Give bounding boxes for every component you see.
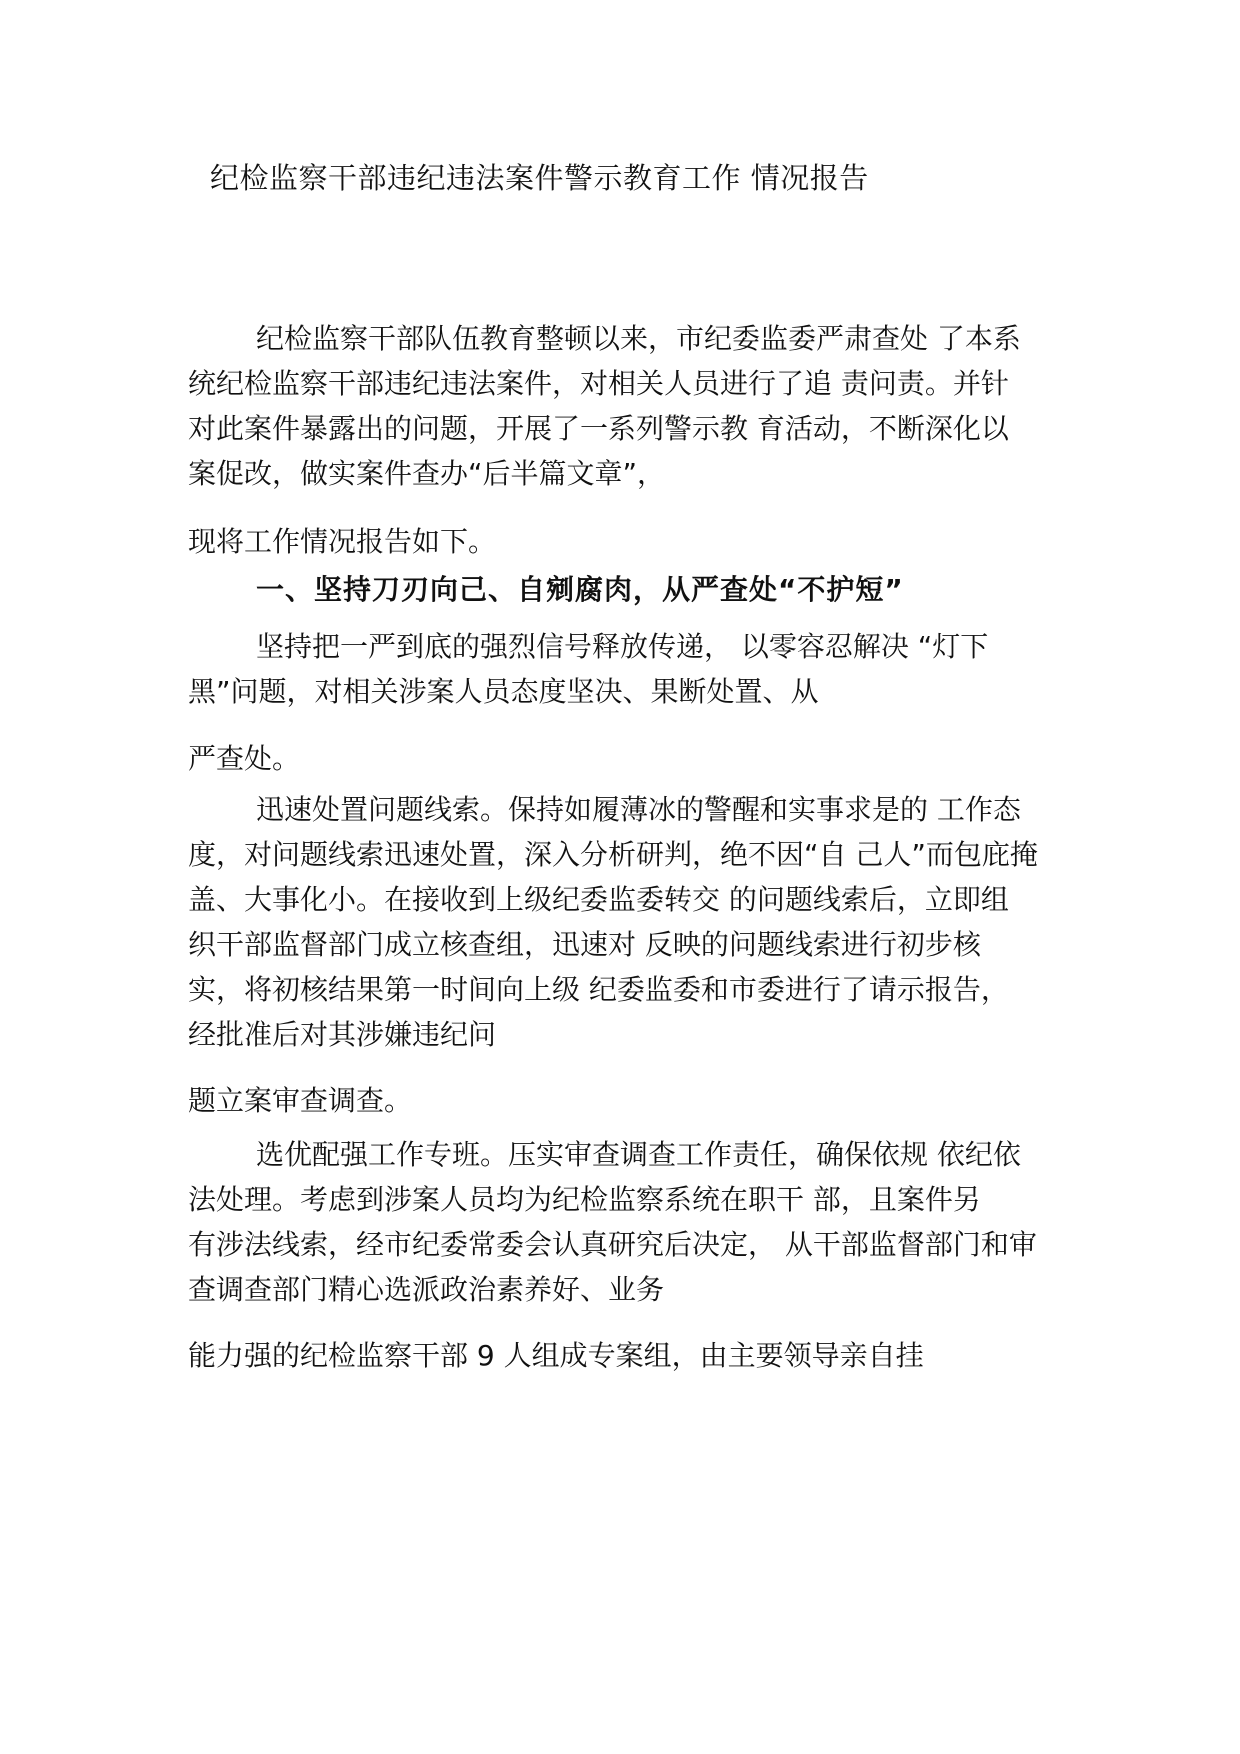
- paragraph-line: 坚持把一严到底的强烈信号释放传递， 以零容忍解决 “灯下: [256, 630, 989, 663]
- paragraph-line: 查调查部门精心选派政治素养好、业务: [188, 1273, 665, 1306]
- section-heading: 一、坚持刀刃向己、自剜腐肉，从严查处“不护短”: [256, 573, 904, 606]
- paragraph-line: 迅速处置问题线索。保持如履薄冰的警醒和实事求是的 工作态: [256, 793, 1021, 826]
- document-title: 纪检监察干部违纪违法案件警示教育工作 情况报告: [210, 161, 869, 195]
- paragraph-line: 案促改，做实案件查办“后半篇文章”，: [188, 457, 666, 490]
- paragraph-line: 织干部监督部门成立核查组，迅速对 反映的问题线索进行初步核: [188, 928, 981, 961]
- paragraph-line: 对此案件暴露出的问题，开展了一系列警示教 育活动，不断深化以: [188, 412, 1009, 445]
- paragraph-line: 选优配强工作专班。压实审查调查工作责任，确保依规 依纪依: [256, 1138, 1021, 1171]
- paragraph-line: 盖、大事化小。在接收到上级纪委监委转交 的问题线索后，立即组: [188, 883, 1009, 916]
- paragraph-line: 统纪检监察干部违纪违法案件，对相关人员进行了追 责问责。并针: [188, 367, 1009, 400]
- paragraph-line: 经批准后对其涉嫌违纪问: [188, 1018, 497, 1051]
- paragraph-line: 实，将初核结果第一时间向上级 纪委监委和市委进行了请示报告，: [188, 973, 1009, 1006]
- paragraph-line: 现将工作情况报告如下。: [188, 525, 497, 558]
- paragraph-line: 题立案审查调查。: [188, 1084, 413, 1117]
- paragraph-line: 有涉法线索，经市纪委常委会认真研究后决定， 从干部监督部门和审: [188, 1228, 1037, 1261]
- paragraph-line: 能力强的纪检监察干部 9 人组成专案组，由主要领导亲自挂: [188, 1339, 924, 1372]
- paragraph-line: 黑”问题，对相关涉案人员态度坚决、果断处置、从: [188, 675, 819, 708]
- paragraph-line: 度，对问题线索迅速处置，深入分析研判，绝不因“自 己人”而包庇掩: [188, 838, 1038, 871]
- paragraph-line: 严查处。: [188, 742, 301, 775]
- paragraph-line: 纪检监察干部队伍教育整顿以来，市纪委监委严肃查处 了本系: [256, 322, 1021, 355]
- paragraph-line: 法处理。考虑到涉案人员均为纪检监察系统在职干 部，且案件另: [188, 1183, 981, 1216]
